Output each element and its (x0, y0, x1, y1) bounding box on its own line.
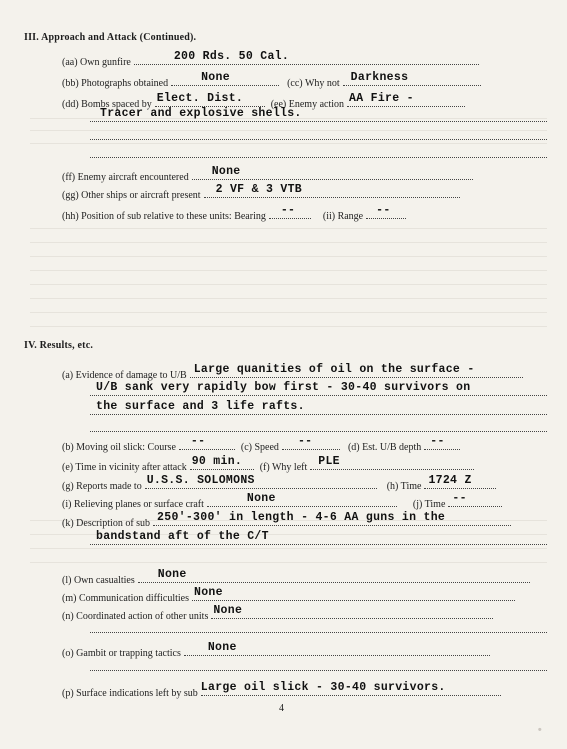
field-p (62, 683, 501, 699)
field-d-label: (d) Est. U/B depth (347, 442, 422, 453)
section-4-heading: IV. Results, etc. (24, 340, 94, 351)
field-d-rule (424, 437, 460, 450)
field-m-value: None (194, 586, 223, 599)
field-f-rule (310, 457, 474, 470)
field-o-label: (o) Gambit or trapping tactics (62, 648, 181, 659)
bleed-through-line (30, 130, 547, 131)
field-bb-rule (171, 73, 279, 86)
field-d-value: -- (430, 435, 445, 448)
field-n-label: (n) Coordinated action of other units (62, 611, 209, 622)
field-aa-rule (134, 52, 479, 65)
field-l-value: None (157, 568, 187, 581)
field-aa-label: (aa) Own gunfire (62, 57, 131, 68)
field-ee-value: AA Fire - (349, 92, 414, 105)
field-e (62, 457, 474, 473)
field-h-value: 1724 Z (428, 474, 472, 487)
field-f-value: PLE (318, 455, 340, 468)
field-e-label: (e) Time in vicinity after attack (62, 462, 187, 473)
corner-scan-mark: · (536, 716, 544, 744)
field-n (62, 606, 493, 622)
field-bb (62, 73, 481, 89)
field-cc-value: Darkness (350, 71, 409, 84)
field-hh (62, 206, 406, 222)
field-ii-value: -- (376, 204, 391, 217)
field-aa-value: 200 Rds. 50 Cal. (173, 50, 290, 63)
field-a-line2: U/B sank very rapidly bow first - 30-40 survivors on (96, 381, 471, 394)
field-ff-label: (ff) Enemy aircraft encountered (62, 172, 189, 183)
field-a (62, 365, 523, 381)
field-cc-rule (343, 73, 481, 86)
field-k-label: (k) Description of sub (62, 518, 151, 529)
field-i-rule (207, 494, 397, 507)
field-g-value: U.S.S. SOLOMONS (146, 474, 255, 487)
field-ee-continuation: Tracer and explosive shells. (100, 107, 302, 120)
bleed-through-line (30, 242, 547, 243)
field-p-label: (p) Surface indications left by sub (62, 688, 198, 699)
field-b-label: (b) Moving oil slick: Course (62, 442, 176, 453)
field-n-value: None (213, 604, 243, 617)
field-ee-rule (347, 94, 465, 107)
bleed-through-line (30, 143, 547, 144)
field-j-rule (448, 494, 502, 507)
bleed-through-line (30, 284, 547, 285)
field-i-label: (i) Relieving planes or surface craft (62, 499, 204, 510)
field-m (62, 588, 515, 604)
field-bb-value: None (201, 71, 230, 84)
field-l (62, 570, 530, 586)
bleed-through-line (30, 256, 547, 257)
field-ff-value: None (211, 165, 241, 178)
bleed-through-line (30, 298, 547, 299)
field-c-value: -- (297, 435, 313, 448)
field-cc-label: (cc) Why not (287, 78, 340, 89)
blank-rule (90, 670, 547, 671)
field-ee-rule-2 (90, 121, 547, 122)
field-n-rule (211, 606, 493, 619)
field-e-value: 90 min. (191, 455, 243, 468)
field-p-rule (201, 683, 501, 696)
bleed-through-line (30, 326, 547, 327)
field-e-rule (190, 457, 254, 470)
field-j-value: -- (452, 492, 467, 505)
field-a-line3: the surface and 3 life rafts. (96, 400, 305, 413)
field-j-label: (j) Time (412, 499, 446, 510)
field-b-value: -- (190, 435, 206, 448)
field-l-label: (l) Own casualties (62, 575, 135, 586)
field-f-label: (f) Why left (259, 462, 308, 473)
field-a-rule-2 (90, 395, 547, 396)
field-k-rule-2 (90, 544, 547, 545)
field-aa (62, 52, 479, 68)
page-number: 4 (279, 703, 284, 714)
field-bb-label: (bb) Photographs obtained (62, 78, 169, 89)
field-a-value: Large quanities of oil on the surface - (193, 363, 475, 376)
blank-rule (90, 157, 547, 158)
field-hh-label: (hh) Position of sub relative to these units: Bearing (62, 211, 266, 222)
field-k-rule (153, 513, 511, 526)
field-o (62, 643, 490, 659)
field-ff (62, 167, 473, 183)
bleed-through-line (30, 270, 547, 271)
field-h-rule (424, 476, 496, 489)
field-p-value: Large oil slick - 30-40 survivors. (200, 681, 446, 694)
field-g (62, 476, 496, 492)
field-gg-rule (204, 185, 460, 198)
field-a-rule (190, 365, 523, 378)
blank-rule (90, 431, 547, 432)
field-i-value: None (246, 492, 276, 505)
field-g-label: (g) Reports made to (62, 481, 142, 492)
field-k (62, 513, 511, 529)
field-c-label: (c) Speed (240, 442, 279, 453)
field-h-label: (h) Time (386, 481, 422, 492)
bleed-through-line (30, 562, 547, 563)
field-ii-label: (ii) Range (322, 211, 364, 222)
field-dd-label: (dd) Bombs spaced by (62, 99, 152, 110)
section-3-heading: III. Approach and Attack (Continued). (24, 32, 197, 43)
field-dd-value: Elect. Dist. (156, 92, 244, 105)
field-ff-rule (192, 167, 473, 180)
field-dd-rule (155, 94, 265, 107)
field-gg-label: (gg) Other ships or aircraft present (62, 190, 201, 201)
field-ii-rule (366, 206, 406, 219)
bleed-through-line (30, 312, 547, 313)
field-i (62, 494, 502, 510)
field-m-label: (m) Communication difficulties (62, 593, 190, 604)
bleed-through-line (30, 228, 547, 229)
field-k-value: 250'-300' in length - 4-6 AA guns in the (157, 511, 446, 524)
field-k-line2: bandstand aft of the C/T (96, 530, 269, 543)
field-l-rule (138, 570, 530, 583)
field-hh-rule (269, 206, 311, 219)
field-o-value: None (207, 641, 237, 654)
field-m-rule (192, 588, 515, 601)
field-a-rule-3 (90, 414, 547, 415)
blank-rule (90, 632, 547, 633)
blank-rule (90, 139, 547, 140)
field-b-rule (179, 437, 235, 450)
field-c-rule (282, 437, 340, 450)
bleed-through-line (30, 548, 547, 549)
field-o-rule (184, 643, 490, 656)
field-g-rule (145, 476, 377, 489)
field-gg-value: 2 VF & 3 VTB (215, 183, 302, 196)
field-a-label: (a) Evidence of damage to U/B (62, 370, 187, 381)
field-ee-label: (ee) Enemy action (270, 99, 345, 110)
field-b (62, 437, 460, 453)
field-hh-value: -- (280, 204, 296, 217)
field-gg (62, 185, 460, 201)
